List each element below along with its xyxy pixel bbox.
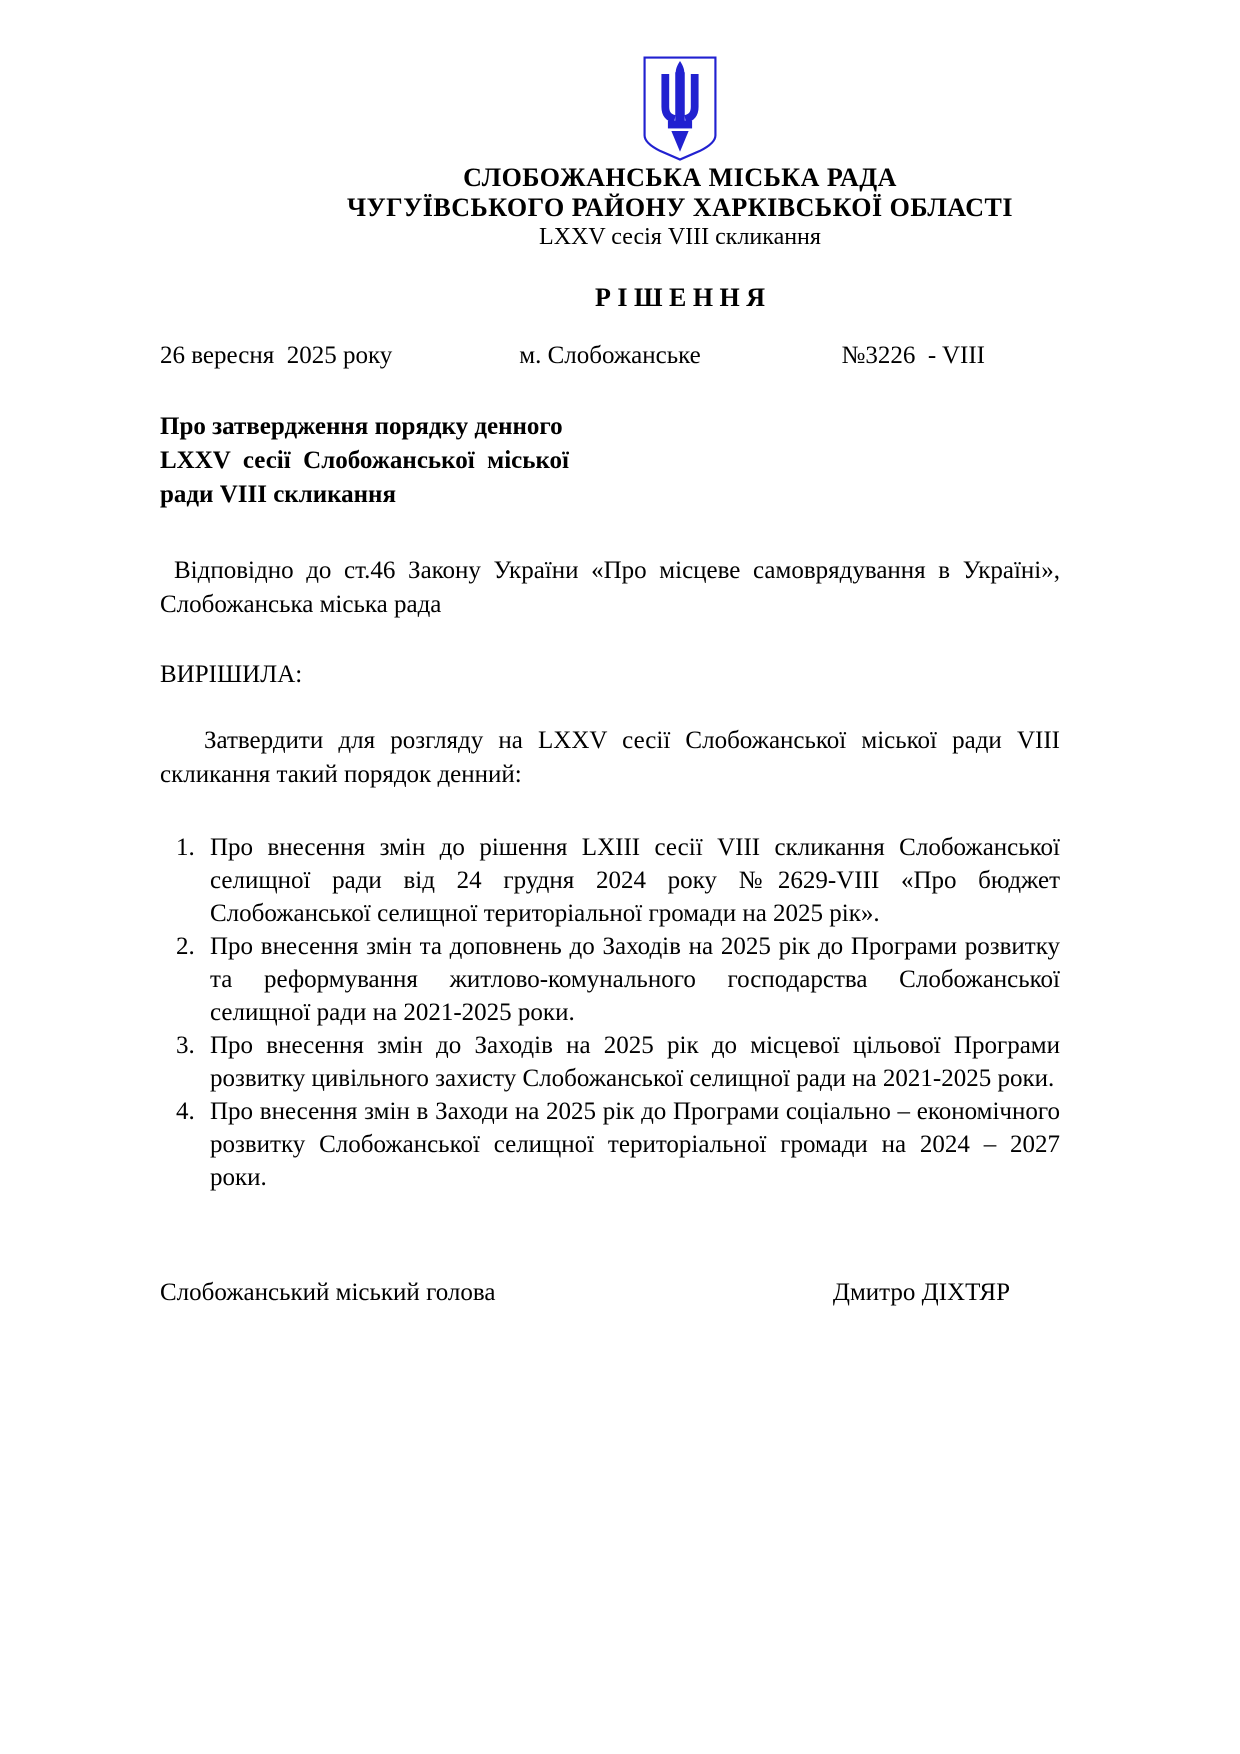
session-line: LXXV сесія VIII скликання [539,224,821,250]
signer-name: Дмитро ДІХТЯР [832,1279,1010,1306]
agenda-item-text: Про внесення змін до рішення LXIII сесії VIII скликання Слобожанської селищної ради від 24 грудня 2024 року №2629-VIII «Про бюджет Слобожанської селищної територіальної громади на 2025 рік». [210,834,1060,927]
signature-row [160,1276,1060,1309]
subject-line2: LXXV сесії Слобожанської міської [160,447,569,474]
org-name-line2: ЧУГУЇВСЬКОГО РАЙОНУ ХАРКІВСЬКОЇ ОБЛАСТІ [347,193,1013,222]
agenda-item [160,1029,1060,1095]
agenda-item [160,1095,1060,1194]
subject-line3: ради VIII скликання [160,481,396,508]
document-header [0,55,1240,313]
ukraine-trident-icon [641,55,719,163]
signer-title: Слобожанський міський голова [160,1279,496,1306]
resolution-intro: Затвердити для розгляду на LXXV сесії Слобожанської міської ради VIII скликання такий порядок денний: [160,727,1060,788]
preamble-paragraph: Відповідно до ст.46 Закону України «Про місцеве самоврядування в Україні», Слобожанська міська рада [160,557,1060,618]
document-body [0,339,1240,1309]
agenda-item-text: Про внесення змін до Заходів на 2025 рік до місцевої цільової Програми розвитку цивільного захисту Слобожанської селищної ради на 2021-2025 роки. [210,1032,1060,1092]
agenda-list [160,831,1060,1194]
agenda-item-number: 3. [176,1032,195,1059]
requisites-row [160,339,1060,372]
agenda-item-number: 1. [176,834,195,861]
agenda-item-text: Про внесення змін та доповнень до Заходів на 2025 рік до Програми розвитку та реформування житлово-комунального господарства Слобожанської селищної ради на 2021-2025 роки. [210,933,1060,1026]
agenda-item-number: 2. [176,933,195,960]
coat-of-arms [120,55,1240,163]
agenda-item-number: 4. [176,1098,195,1125]
resolved-label: ВИРІШИЛА: [160,661,303,688]
document-type-title: Р І Ш Е Н Н Я [594,283,766,312]
document-number: №3226 - VIII [841,342,985,369]
agenda-item [160,831,1060,930]
subject-line1: Про затвердження порядку денного [160,413,563,440]
agenda-item [160,930,1060,1029]
document-place: м. Слобожанське [519,342,701,369]
agenda-item-text: Про внесення змін в Заходи на 2025 рік до Програми соціально – економічного розвитку Слобожанської селищної територіальної громади на 2024 – 2027 роки. [210,1098,1060,1191]
document-subject [160,410,1060,512]
document-date: 26 вересня 2025 року [160,342,393,369]
org-name-line1: СЛОБОЖАНСЬКА МІСЬКА РАДА [463,163,897,192]
